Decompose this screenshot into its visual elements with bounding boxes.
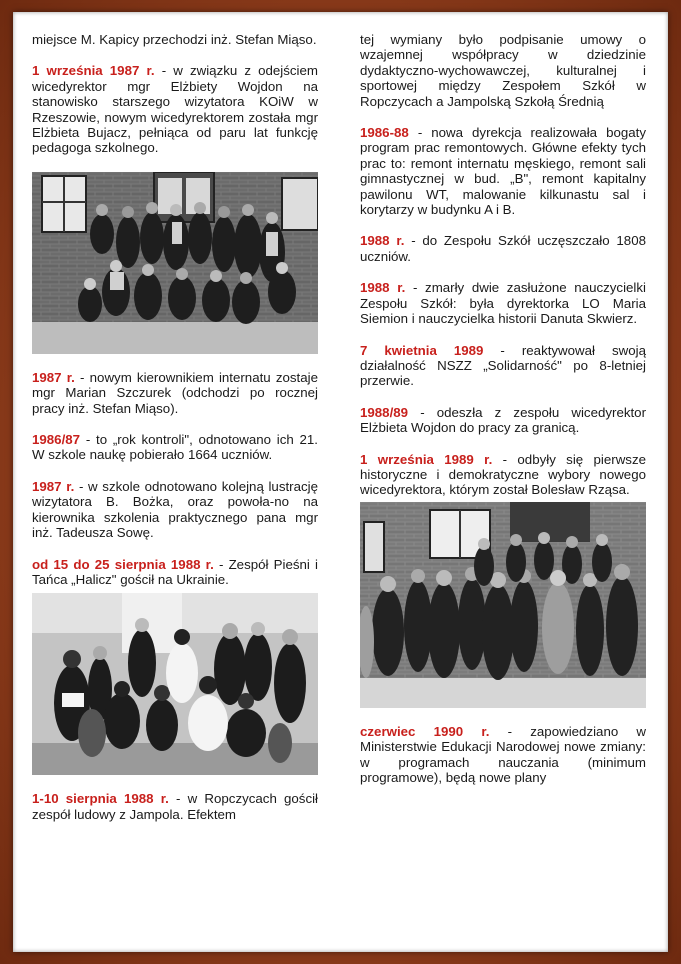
date-label: 1987 r.: [32, 478, 75, 494]
paragraph: 1986-88 - nowa dyrekcja realizowała bogaty program prac remontowych. Główne efekty tych prac to: remont internatu męskiego, remont sali gimnastycznej w bud. „B", remont kapitalny pawilonu WT, malowanie kilkunastu sal i korytarzy w budynku A i B.: [360, 125, 646, 218]
right-column: [360, 32, 646, 801]
date-label: 7 kwietnia 1989: [360, 342, 484, 358]
date-label: 1988/89: [360, 404, 409, 420]
paragraph: 1988 r. - do Zespołu Szkół uczęszczało 1808 uczniów.: [360, 233, 646, 264]
paragraph: 1987 r. - w szkole odnotowano kolejną lustrację wizytatora B. Bożka, oraz powoła-no na kierownika szkolenia praktycznego pana mgr inż. Tadeusza Sowę.: [32, 478, 318, 541]
paragraph: 1-10 sierpnia 1988 r. - w Ropczycach gościł zespół ludowy z Jampola. Efektem: [32, 791, 319, 822]
date-label: od 15 do 25 sierpnia 1988 r.: [32, 556, 214, 572]
photo-group-internat: [32, 172, 318, 354]
date-label: 1986-88: [360, 125, 409, 141]
date-label: czerwiec 1990 r.: [360, 723, 490, 739]
paragraph: miejsce M. Kapicy przechodzi inż. Stefan Miąso.: [32, 32, 317, 47]
left-column: [32, 32, 318, 838]
date-label: 1988 r.: [360, 280, 406, 296]
paragraph: 1 września 1987 r. - w związku z odejściem wicedyrektor mgr Elżbiety Wojdon na stanowisko starszego wizytatora KOiW w Rzeszowie, nowym wicedyrektorem została mgr Elżbieta Bujacz, pełniąca od paru lat funkcję pedagoga szkolnego.: [32, 63, 318, 156]
document-page: [13, 12, 668, 952]
paragraph: 7 kwietnia 1989 - reaktywował swoją działalność NSZZ „Solidarność" po 8-letniej przerwie.: [360, 342, 646, 389]
paragraph: 1987 r. - nowym kierownikiem internatu zostaje mgr Marian Szczurek (odchodzi po rocznej pracy inż. Stefan Miąso).: [32, 369, 318, 416]
date-label: 1 września 1989 r.: [360, 451, 493, 467]
paragraph: czerwiec 1990 r. - zapowiedziano w Ministerstwie Edukacji Narodowej nowe zmiany: w programach nauczania (minimum programowe), będą nowe plany: [360, 723, 646, 785]
paragraph: 1988/89 - odeszła z zespołu wicedyrektor Elżbieta Wojdon do pracy za granicą.: [360, 404, 646, 436]
date-label: 1988 r.: [360, 233, 405, 249]
date-label: 1986/87: [32, 432, 81, 448]
paragraph: 1 września 1989 r. - odbyły się pierwsze historyczne i demokratyczne wybory nowego wicedyrektora, którym został Bolesław Rząsa.: [360, 451, 646, 498]
photo-teachers-group: [360, 502, 646, 708]
date-label: 1-10 sierpnia 1988 r.: [32, 791, 169, 807]
paragraph: 1986/87 - to „rok kontroli", odnotowano ich 21. W szkole naukę pobierało 1664 uczniów.: [32, 432, 318, 463]
paragraph: tej wymiany było podpisanie umowy o wzajemnej współpracy w dziedzinie dydaktyczno-wychowawczej, kulturalnej i sportowej między Zespołem Szkół w Ropczycach a Jampolską Szkołą Średnią: [360, 32, 646, 109]
paragraph: 1988 r. - zmarły dwie zasłużone nauczycielki Zespołu Szkół: była dyrektorka LO Maria Siemion i nauczycielka historii Danuta Skwierz.: [360, 280, 646, 327]
photo-halicz-group: [32, 593, 318, 775]
date-label: 1987 r.: [32, 369, 75, 385]
date-label: 1 września 1987 r.: [32, 63, 155, 79]
paragraph: od 15 do 25 sierpnia 1988 r. - Zespół Pieśni i Tańca „Halicz" gościł na Ukrainie.: [32, 556, 318, 587]
